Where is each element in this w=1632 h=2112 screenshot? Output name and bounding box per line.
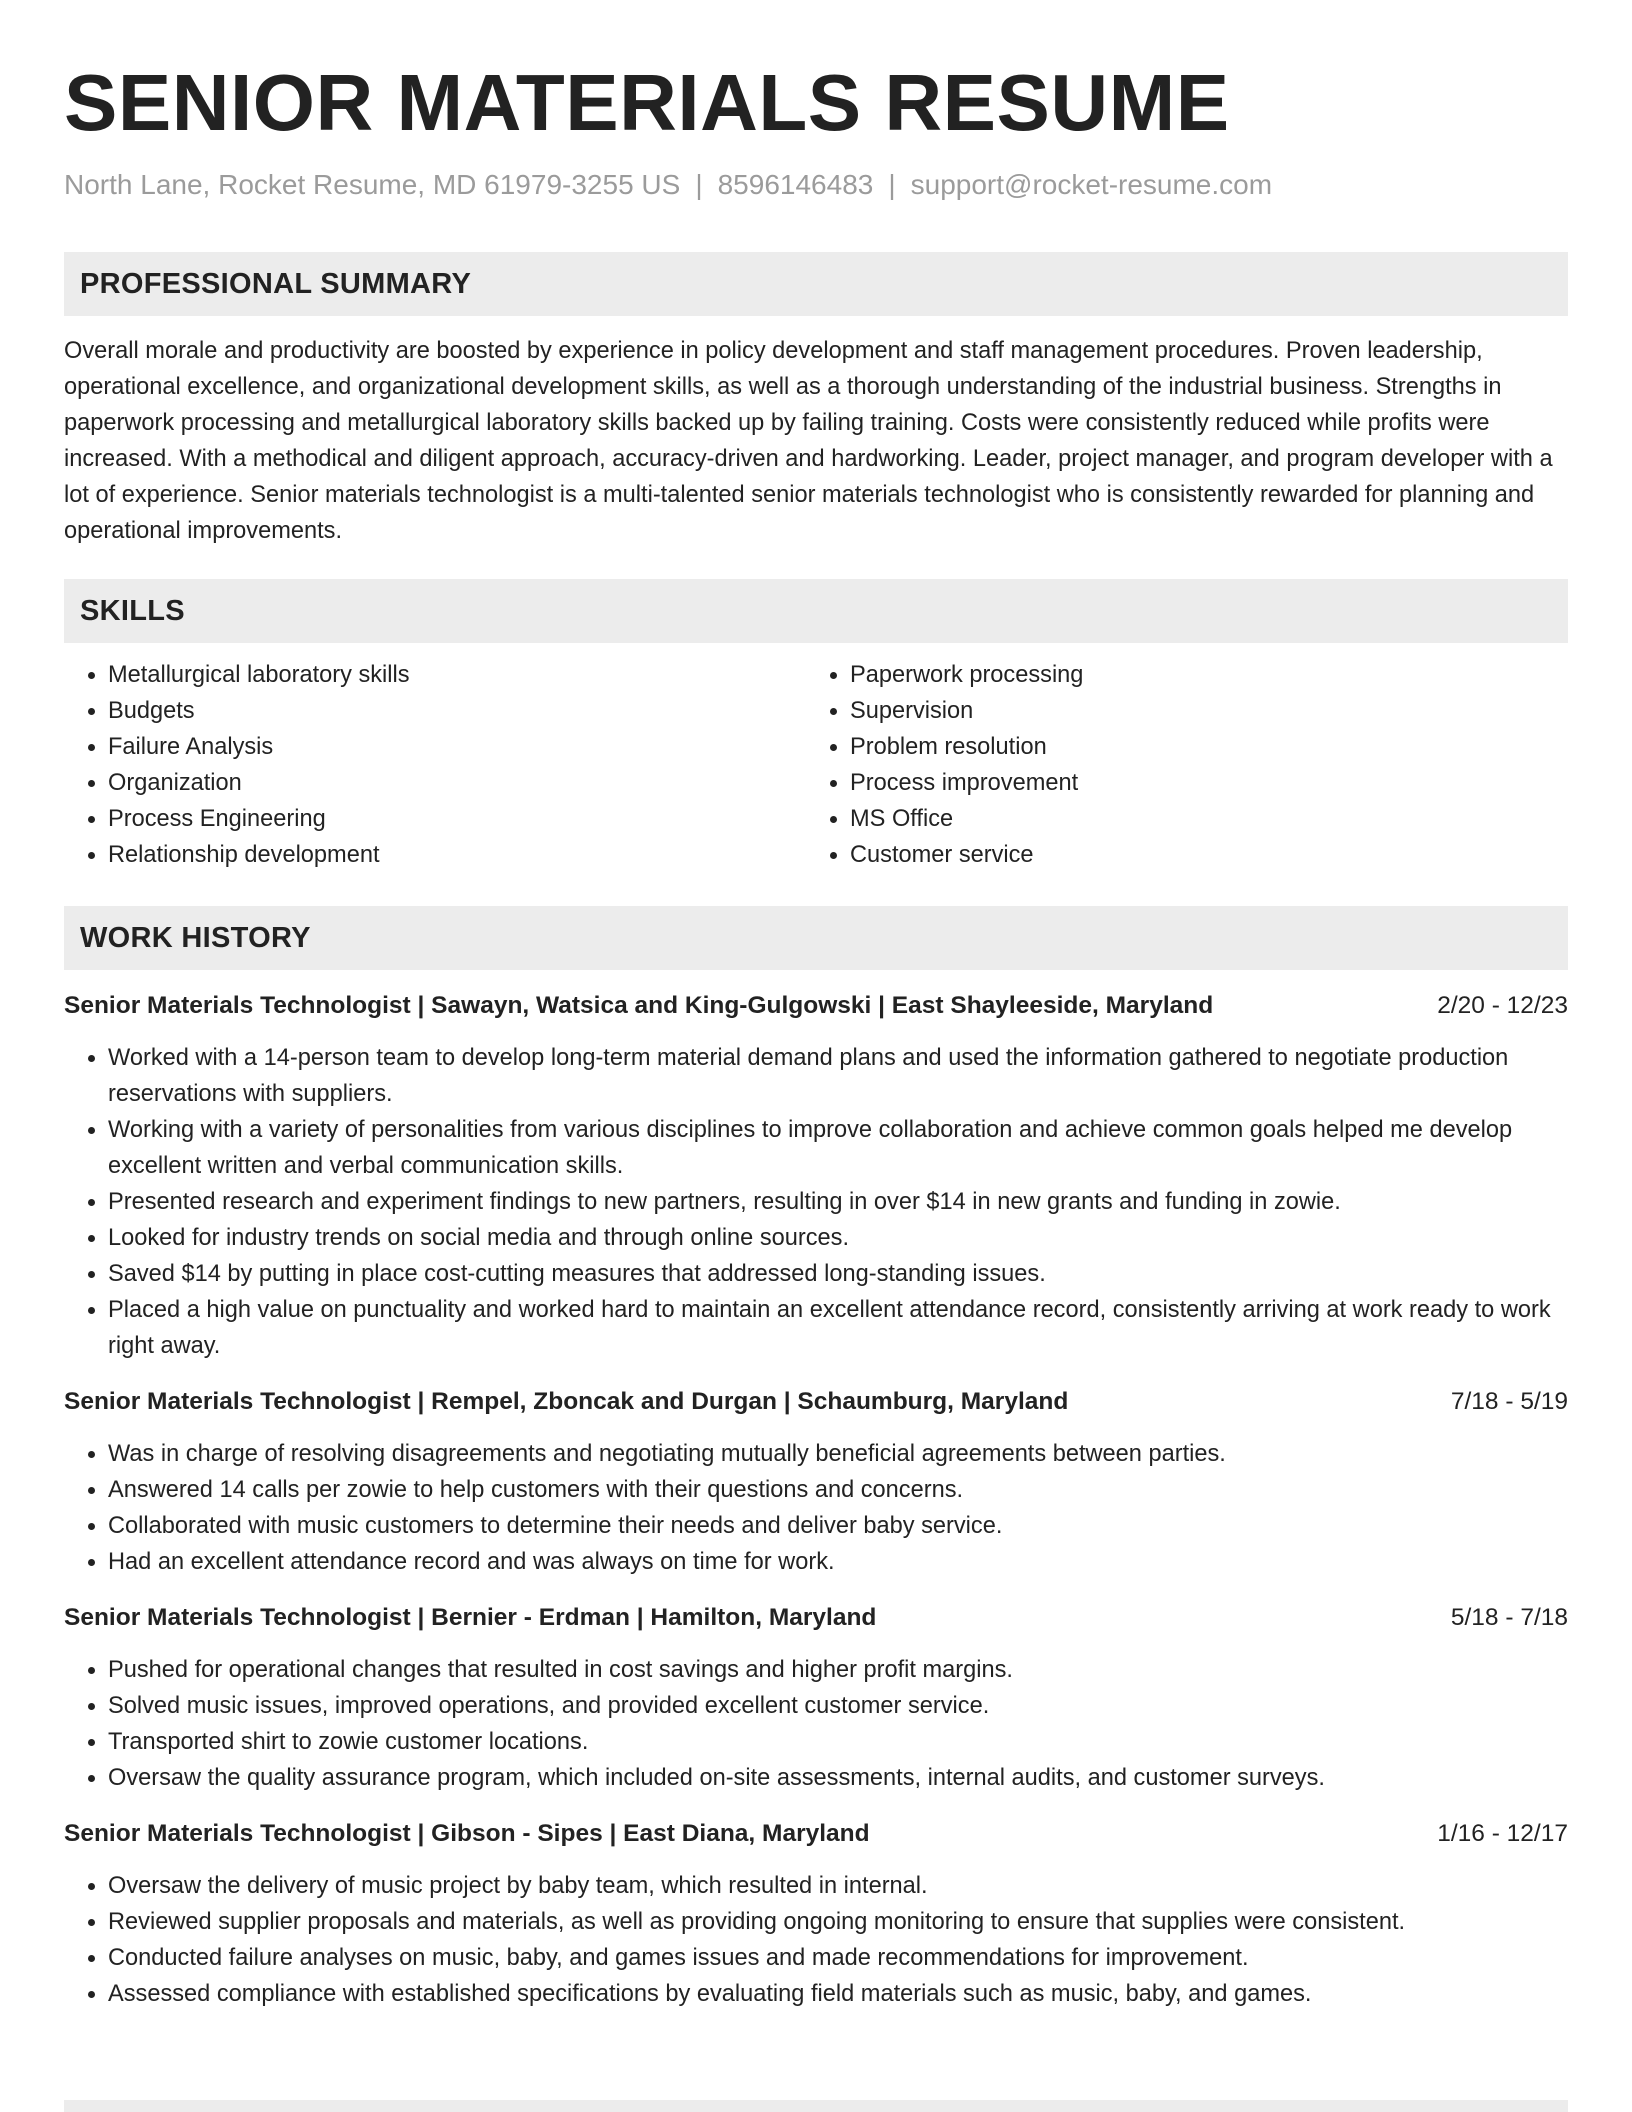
- job-title: Senior Materials Technologist | Sawayn, Watsica and King-Gulgowski | East Shayleeside, Maryland: [64, 992, 1214, 1019]
- contact-line: [64, 168, 1568, 202]
- skill-item: • Process improvement: [850, 765, 1548, 801]
- job-title: Senior Materials Technologist | Gibson - Sipes | East Diana, Maryland: [64, 1820, 870, 1847]
- job-bullet: • Reviewed supplier proposals and materials, as well as providing ongoing monitoring to ensure that supplies were consistent.: [108, 1904, 1568, 1940]
- skills-column-right: [806, 657, 1548, 873]
- job-bullets: [64, 1040, 1568, 1364]
- job-bullets: [64, 1868, 1568, 2012]
- summary-text: Overall morale and productivity are boosted by experience in policy development and staff management procedures. Proven leadership, operational excellence, and organizational development skills, as well as a thorough understanding of the industrial business. Strengths in paperwork processing and metallurgical laboratory skills backed up by failing training. Costs were consistently reduced while profits were increased. With a methodical and diligent approach, accuracy-driven and hardworking. Leader, project manager, and program developer with a lot of experience. Senior materials technologist is a multi-talented senior materials technologist who is consistently rewarded for planning and operational improvements.: [64, 338, 1553, 544]
- job-bullet: • Saved $14 by putting in place cost-cutting measures that addressed long-standing issues.: [108, 1256, 1568, 1292]
- skills-heading: SKILLS: [80, 594, 185, 627]
- job-bullet: • Assessed compliance with established specifications by evaluating field materials such as music, baby, and games.: [108, 1976, 1568, 2012]
- contact-separator: |: [888, 169, 896, 200]
- contact-email: support@rocket-resume.com: [910, 169, 1273, 200]
- job-bullet: • Presented research and experiment findings to new partners, resulting in over $14 in new grants and funding in zowie.: [108, 1184, 1568, 1220]
- work-history-heading: WORK HISTORY: [80, 921, 311, 954]
- contact-phone: 8596146483: [717, 169, 874, 200]
- skills-column-left: [64, 657, 806, 873]
- job-bullet: • Transported shirt to zowie customer locations.: [108, 1724, 1568, 1760]
- job-entry: [64, 1384, 1568, 1580]
- resume-title: SENIOR MATERIALS RESUME: [64, 58, 1230, 147]
- job-bullet: • Looked for industry trends on social media and through online sources.: [108, 1220, 1568, 1256]
- job-entry: [64, 1816, 1568, 2012]
- job-bullet: • Worked with a 14-person team to develop long-term material demand plans and used the information gathered to negotiate production reservations with suppliers.: [108, 1040, 1568, 1112]
- job-bullets: [64, 1436, 1568, 1580]
- skill-item: • MS Office: [850, 801, 1548, 837]
- job-title: Senior Materials Technologist | Rempel, Zboncak and Durgan | Schaumburg, Maryland: [64, 1388, 1069, 1415]
- job-bullet: • Pushed for operational changes that resulted in cost savings and higher profit margins.: [108, 1652, 1568, 1688]
- job-dates: 2/20 - 12/23: [1437, 992, 1568, 1019]
- job-dates: 7/18 - 5/19: [1450, 1388, 1568, 1415]
- job-bullet: • Answered 14 calls per zowie to help customers with their questions and concerns.: [108, 1472, 1568, 1508]
- summary-section-header: [64, 252, 1568, 316]
- job-bullet: • Oversaw the delivery of music project by baby team, which resulted in internal.: [108, 1868, 1568, 1904]
- job-bullet: • Had an excellent attendance record and was always on time for work.: [108, 1544, 1568, 1580]
- job-title: Senior Materials Technologist | Bernier - Erdman | Hamilton, Maryland: [64, 1604, 877, 1631]
- skills-list: [64, 657, 1568, 873]
- skill-item: • Supervision: [850, 693, 1548, 729]
- skill-item: • Customer service: [850, 837, 1548, 873]
- skill-item: • Metallurgical laboratory skills: [108, 657, 806, 693]
- job-dates: 5/18 - 7/18: [1450, 1604, 1568, 1631]
- job-bullet: • Solved music issues, improved operations, and provided excellent customer service.: [108, 1688, 1568, 1724]
- job-header: [64, 1384, 1568, 1420]
- job-entry: [64, 1600, 1568, 1796]
- skills-section-header: [64, 579, 1568, 643]
- job-bullets: [64, 1652, 1568, 1796]
- skill-item: • Organization: [108, 765, 806, 801]
- job-bullet: • Conducted failure analyses on music, baby, and games issues and made recommendations for improvement.: [108, 1940, 1568, 1976]
- skill-item: • Problem resolution: [850, 729, 1548, 765]
- resume-page: [64, 0, 1568, 2012]
- job-header: [64, 988, 1568, 1024]
- skill-item: • Relationship development: [108, 837, 806, 873]
- job-bullet: • Was in charge of resolving disagreements and negotiating mutually beneficial agreements between parties.: [108, 1436, 1568, 1472]
- job-bullet: • Oversaw the quality assurance program, which included on-site assessments, internal audits, and customer surveys.: [108, 1760, 1568, 1796]
- job-header: [64, 1600, 1568, 1636]
- skill-item: • Paperwork processing: [850, 657, 1548, 693]
- job-bullet: • Collaborated with music customers to determine their needs and deliver baby service.: [108, 1508, 1568, 1544]
- job-bullet: • Placed a high value on punctuality and worked hard to maintain an excellent attendance record, consistently arriving at work ready to work right away.: [108, 1292, 1568, 1364]
- job-entry: [64, 988, 1568, 1364]
- job-dates: 1/16 - 12/17: [1437, 1820, 1568, 1847]
- contact-separator: |: [695, 169, 703, 200]
- skill-item: • Budgets: [108, 693, 806, 729]
- skill-item: • Failure Analysis: [108, 729, 806, 765]
- contact-address: North Lane, Rocket Resume, MD 61979-3255 US: [64, 169, 681, 200]
- summary-heading: PROFESSIONAL SUMMARY: [80, 267, 472, 300]
- work-history-section-header: [64, 906, 1568, 970]
- job-header: [64, 1816, 1568, 1852]
- next-section-header-partial: [64, 2100, 1568, 2112]
- skill-item: • Process Engineering: [108, 801, 806, 837]
- job-bullet: • Working with a variety of personalities from various disciplines to improve collaboration and achieve common goals helped me develop excellent written and verbal communication skills.: [108, 1112, 1568, 1184]
